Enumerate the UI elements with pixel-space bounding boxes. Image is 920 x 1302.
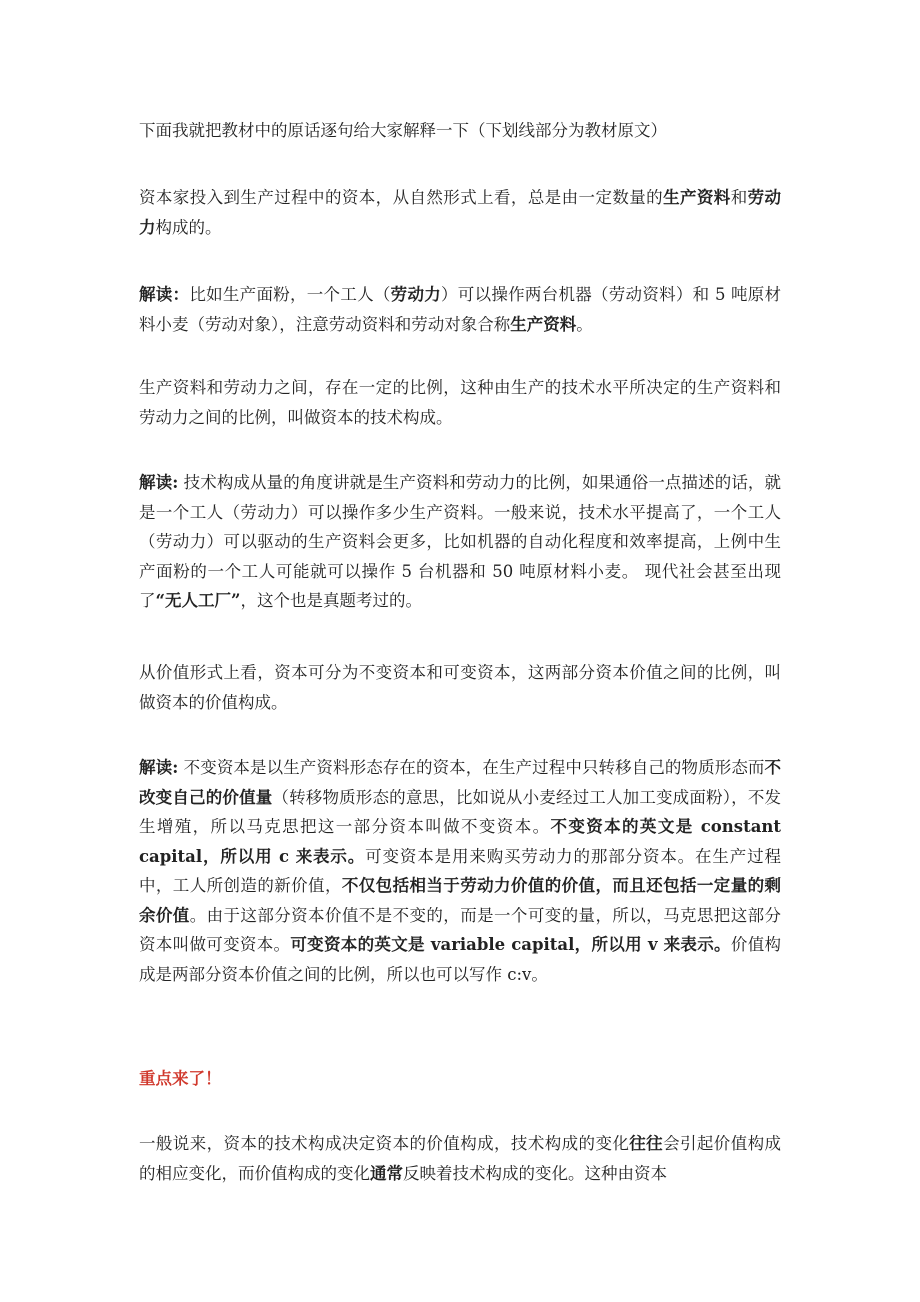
paragraph-value-composition — [139, 658, 781, 717]
text-segment: 反映着技术构成的变化。这种由资本 — [403, 1163, 667, 1183]
paragraph-technical-composition — [139, 373, 781, 432]
text-segment: （转移物质形态的意思，比如说从小麦经过工人加工变成面粉），不发生增殖，所以马克思把这一部分资本叫做不变资本。 — [139, 787, 782, 836]
text-segment: ，这个也是真题考过的。 — [240, 591, 422, 610]
text-segment: 构成的。 — [155, 217, 222, 237]
text-segment: 和 — [730, 188, 748, 207]
text-segment: 一般说来，资本的技术构成决定资本的价值构成，技术构成的变化 — [139, 1134, 630, 1153]
bold-term-labor-power: 劳动力 — [390, 285, 442, 304]
text-segment: 从价值形式上看，资本可分为不变资本和可变资本，这两部分资本价值之间的比例，叫做资本的价值构成。 — [139, 663, 781, 712]
paragraph-intro — [139, 116, 781, 146]
text-segment: 比如生产面粉，一个工人（ — [189, 285, 391, 304]
paragraph-conclusion — [139, 1129, 781, 1188]
text-segment: 价值构成是两部分资本价值之间的比例，所以也可以写作 c:v。 — [139, 935, 782, 984]
interpretation-label: 解读: — [139, 473, 179, 492]
text-segment: ）可以操作两台机器（劳动资料）和 5 吨原材料小麦（劳动对象），注意劳动资料和劳动对象合称 — [139, 285, 782, 334]
interpretation-label: 解读: — [139, 758, 179, 777]
text-segment: 生产资料和劳动力之间，存在一定的比例，这种由生产的技术水平所决定的生产资料和劳动力之间的比例，叫做资本的技术构成。 — [139, 378, 781, 427]
bold-term-production-means: 生产资料 — [663, 188, 731, 207]
text-segment: 会引起价值构成的相应变化，而价值构成的变化 — [139, 1134, 782, 1183]
text-segment: 资本家投入到生产过程中的资本，从自然形式上看，总是由一定数量的 — [139, 188, 664, 207]
bold-term-labor-power: 劳动力 — [139, 188, 782, 237]
text-segment: 可变资本是用来购买劳动力的那部分资本。在生产过程中，工人所创造的新价值， — [139, 846, 781, 895]
text-segment: 下面我就把教材中的原话逐句给大家解释一下（下划线部分为教材原文） — [139, 121, 667, 140]
key-point-heading: 重点来了！ — [139, 1069, 222, 1088]
paragraph-interpretation-2 — [139, 468, 781, 616]
text-segment: 。由于这部分资本价值不是不变的，而是一个可变的量，所以，马克思把这部分资本叫做可变资本。 — [139, 905, 782, 954]
interpretation-label: 解读： — [139, 285, 190, 304]
bold-term-value-unchanged: 不改变自己的价值量 — [139, 758, 782, 807]
bold-term-unmanned-factory: “无人工厂” — [155, 591, 241, 610]
bold-surplus-value-note: 不仅包括相当于劳动力价值的价值，而且还包括一定量的剩余价值 — [139, 876, 782, 925]
text-segment: 不变资本是以生产资料形态存在的资本，在生产过程中只转移自己的物质形态而 — [178, 758, 765, 777]
bold-variable-capital-note: 可变资本的英文是 variable capital，所以用 v 来表示。 — [290, 935, 731, 954]
paragraph-natural-form — [139, 183, 781, 242]
text-segment: 技术构成从量的角度讲就是生产资料和劳动力的比例，如果通俗一点描述的话，就是一个工人（劳动力）可以操作多少生产资料。一般来说，技术水平提高了，一个工人（劳动力）可以驱动的生产资料会更多，比如机器的自动化程度和效率提高，上例中生产面粉的一个工人可能就可以操作 5 台机器和 50 吨原材料小麦。 现代社会甚至出现了 — [139, 473, 782, 610]
paragraph-interpretation-1 — [139, 280, 781, 339]
paragraph-key-point — [139, 1064, 781, 1094]
bold-term-often: 往往 — [629, 1134, 664, 1153]
bold-constant-capital-note: 不变资本的英文是 constant capital，所以用 c 来表示。 — [139, 817, 782, 866]
bold-term-usually: 通常 — [370, 1163, 403, 1183]
text-segment: 。 — [576, 314, 593, 334]
paragraph-interpretation-3 — [139, 753, 781, 989]
bold-term-production-means: 生产资料 — [510, 314, 577, 334]
